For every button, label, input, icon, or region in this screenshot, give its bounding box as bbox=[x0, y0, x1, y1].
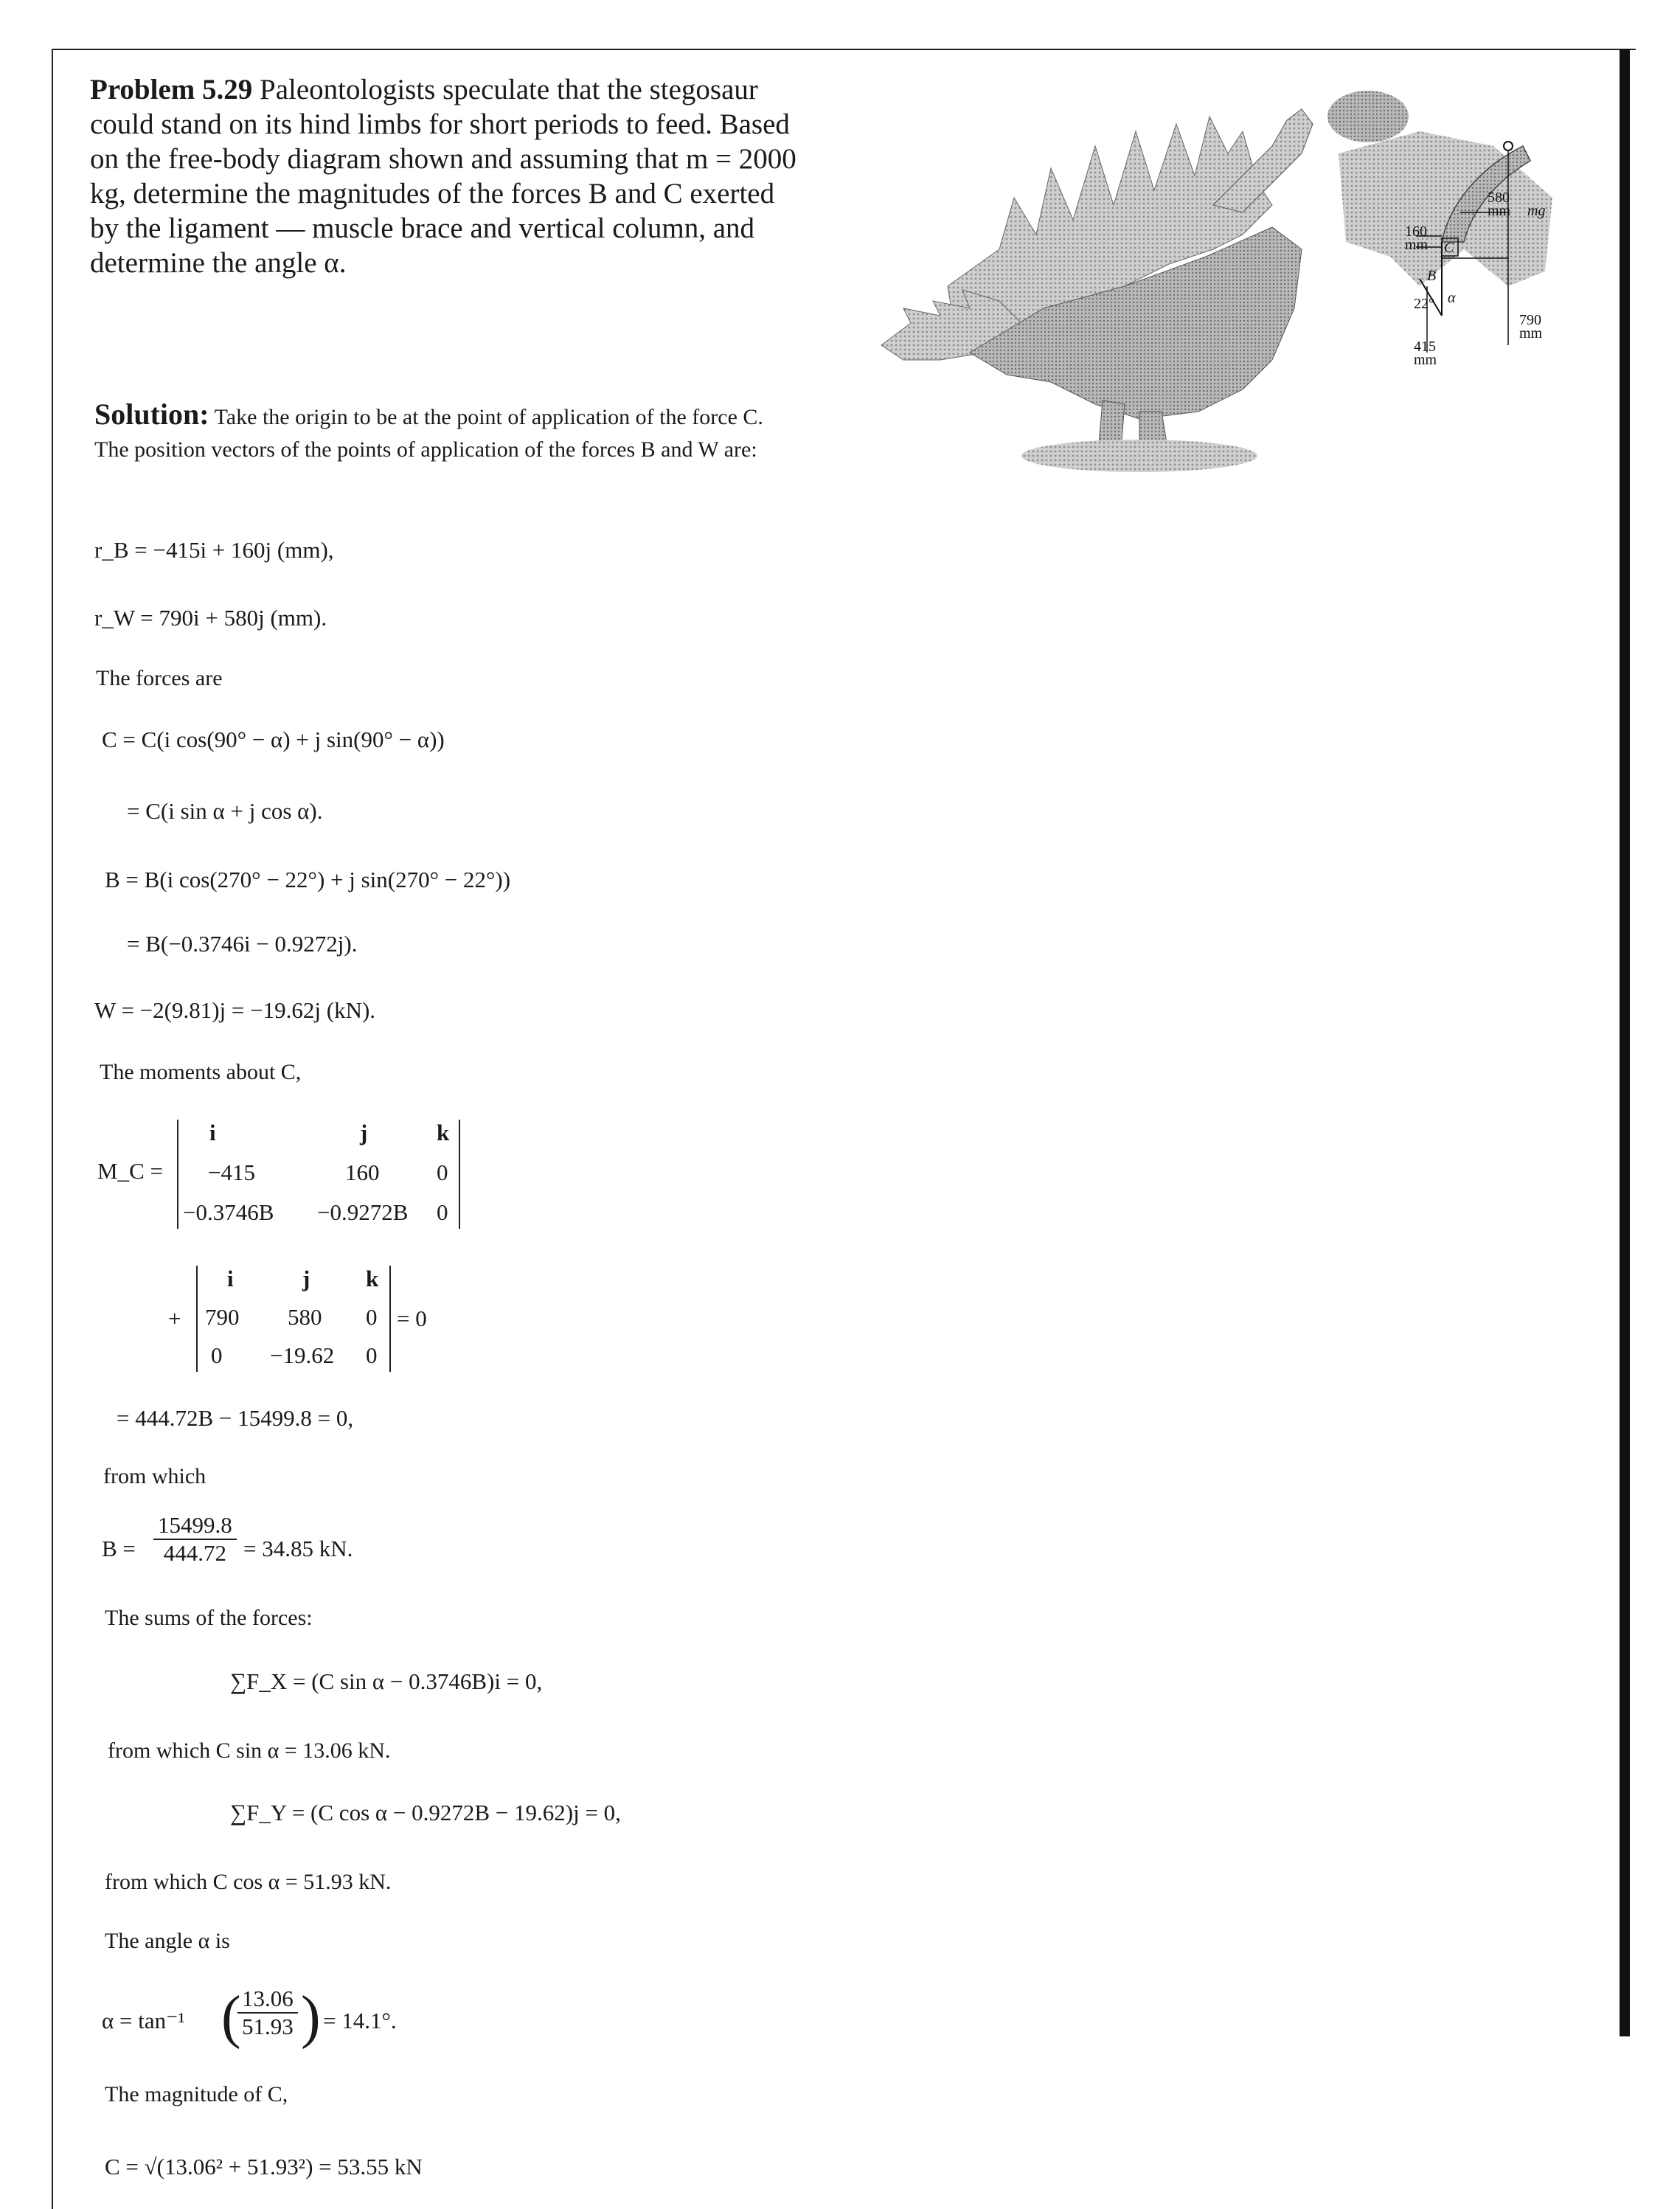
solution-heading: Solution: bbox=[94, 398, 209, 431]
dim-160-unit: mm bbox=[1405, 237, 1429, 253]
dim-160: 160 bbox=[1405, 223, 1427, 240]
moment-result: = 444.72B − 15499.8 = 0, bbox=[117, 1405, 354, 1431]
B-fraction bbox=[153, 1512, 237, 1567]
det2-cell: j bbox=[302, 1266, 310, 1291]
angle-is: The angle α is bbox=[105, 1929, 230, 1953]
eq-W: W = −2(9.81)j = −19.62j (kN). bbox=[94, 997, 376, 1023]
eq-B1: B = B(i cos(270° − 22°) + j sin(270° − 22°)) bbox=[105, 867, 511, 892]
solution-intro: Take the origin to be at the point of application of the force C. The position vectors of the points of application of the forces B and W are: bbox=[94, 405, 763, 462]
eq-C2: = C(i sin α + j cos α). bbox=[127, 798, 323, 824]
stegosaur-free-body-diagram bbox=[859, 65, 1567, 478]
det2-cell: 580 bbox=[288, 1304, 322, 1330]
det2-cell: i bbox=[227, 1266, 234, 1291]
problem-statement bbox=[90, 72, 798, 280]
Fy-result: from which C cos α = 51.93 kN. bbox=[105, 1870, 392, 1894]
det1-cell: 0 bbox=[437, 1199, 448, 1225]
det2-cell: 790 bbox=[205, 1304, 240, 1330]
Mc-label: M_C = bbox=[97, 1158, 163, 1184]
eq-C1: C = C(i cos(90° − α) + j sin(90° − α)) bbox=[102, 726, 445, 752]
magnitude-of-C: The magnitude of C, bbox=[105, 2082, 288, 2106]
dim-580: 580 bbox=[1488, 190, 1510, 206]
eq-B2: = B(−0.3746i − 0.9272j). bbox=[127, 931, 358, 957]
eq-Fy: ∑F_Y = (C cos α − 0.9272B − 19.62)j = 0, bbox=[230, 1800, 621, 1825]
det2-cell: 0 bbox=[211, 1342, 223, 1368]
alpha-result: = 14.1°. bbox=[323, 2008, 397, 2033]
dim-415-unit: mm bbox=[1414, 352, 1437, 368]
paren-right: ) bbox=[301, 1985, 321, 2050]
paren-left: ( bbox=[221, 1985, 241, 2050]
determinant-1 bbox=[177, 1120, 460, 1229]
det1-cell: 160 bbox=[345, 1159, 380, 1185]
B-label: B = bbox=[102, 1536, 136, 1561]
B-numerator: 15499.8 bbox=[153, 1512, 237, 1540]
label-alpha: α bbox=[1448, 290, 1456, 306]
dim-415: 415 bbox=[1414, 339, 1436, 355]
C-result: C = √(13.06² + 51.93²) = 53.55 kN bbox=[105, 2154, 423, 2179]
from-which: from which bbox=[103, 1464, 206, 1488]
angle-22: 22° bbox=[1414, 296, 1434, 312]
dim-790-unit: mm bbox=[1519, 325, 1543, 341]
det2-cell: 0 bbox=[366, 1342, 378, 1368]
label-mg: mg bbox=[1527, 203, 1546, 219]
page-frame-top bbox=[52, 49, 1636, 50]
page-frame-right bbox=[1620, 49, 1630, 2036]
determinant-2 bbox=[196, 1266, 391, 1372]
moments-about: The moments about C, bbox=[100, 1060, 302, 1084]
det1-cell: k bbox=[437, 1120, 450, 1145]
det1-cell: −0.9272B bbox=[317, 1199, 409, 1225]
det2-cell: 0 bbox=[366, 1304, 378, 1330]
sums-of-forces: The sums of the forces: bbox=[105, 1606, 313, 1630]
solution-intro-block bbox=[94, 398, 802, 466]
det2-cell: −19.62 bbox=[270, 1342, 335, 1368]
foliage bbox=[1327, 91, 1409, 142]
det1-cell: −415 bbox=[208, 1159, 255, 1185]
problem-text: Paleontologists speculate that the stegosaur could stand on its hind limbs for short periods to feed. Based on the free-body diagram shown and assuming that m = 2000 kg, determine the magnitudes of the forces B and C exerted by the ligament — muscle brace and vertical column, and determine the angle α. bbox=[90, 74, 796, 279]
det1-cell: 0 bbox=[437, 1159, 448, 1185]
eq-rB: r_B = −415i + 160j (mm), bbox=[94, 537, 334, 563]
alpha-fraction bbox=[237, 1986, 298, 2040]
eq-rW: r_W = 790i + 580j (mm). bbox=[94, 605, 327, 631]
B-result: = 34.85 kN. bbox=[243, 1536, 353, 1561]
alpha-denominator: 51.93 bbox=[242, 2014, 294, 2039]
alpha-label: α = tan⁻¹ bbox=[102, 2008, 185, 2033]
B-denominator: 444.72 bbox=[163, 1540, 226, 1566]
det2-plus: + bbox=[168, 1305, 181, 1331]
det2-cell: k bbox=[366, 1266, 379, 1291]
det1-cell: j bbox=[360, 1120, 368, 1145]
alpha-numerator: 13.06 bbox=[237, 1986, 298, 2014]
page-frame-left bbox=[52, 49, 53, 2209]
dim-790: 790 bbox=[1519, 312, 1541, 328]
forces-are: The forces are bbox=[96, 666, 223, 690]
label-C: C bbox=[1444, 240, 1454, 256]
dim-580-unit: mm bbox=[1488, 203, 1511, 219]
det2-eq: = 0 bbox=[397, 1305, 427, 1331]
det1-cell: −0.3746B bbox=[183, 1199, 274, 1225]
Fx-result: from which C sin α = 13.06 kN. bbox=[108, 1738, 391, 1763]
det1-cell: i bbox=[209, 1120, 216, 1145]
eq-Fx: ∑F_X = (C sin α − 0.3746B)i = 0, bbox=[230, 1668, 543, 1694]
problem-label: Problem 5.29 bbox=[90, 74, 253, 105]
label-B: B bbox=[1427, 268, 1437, 284]
